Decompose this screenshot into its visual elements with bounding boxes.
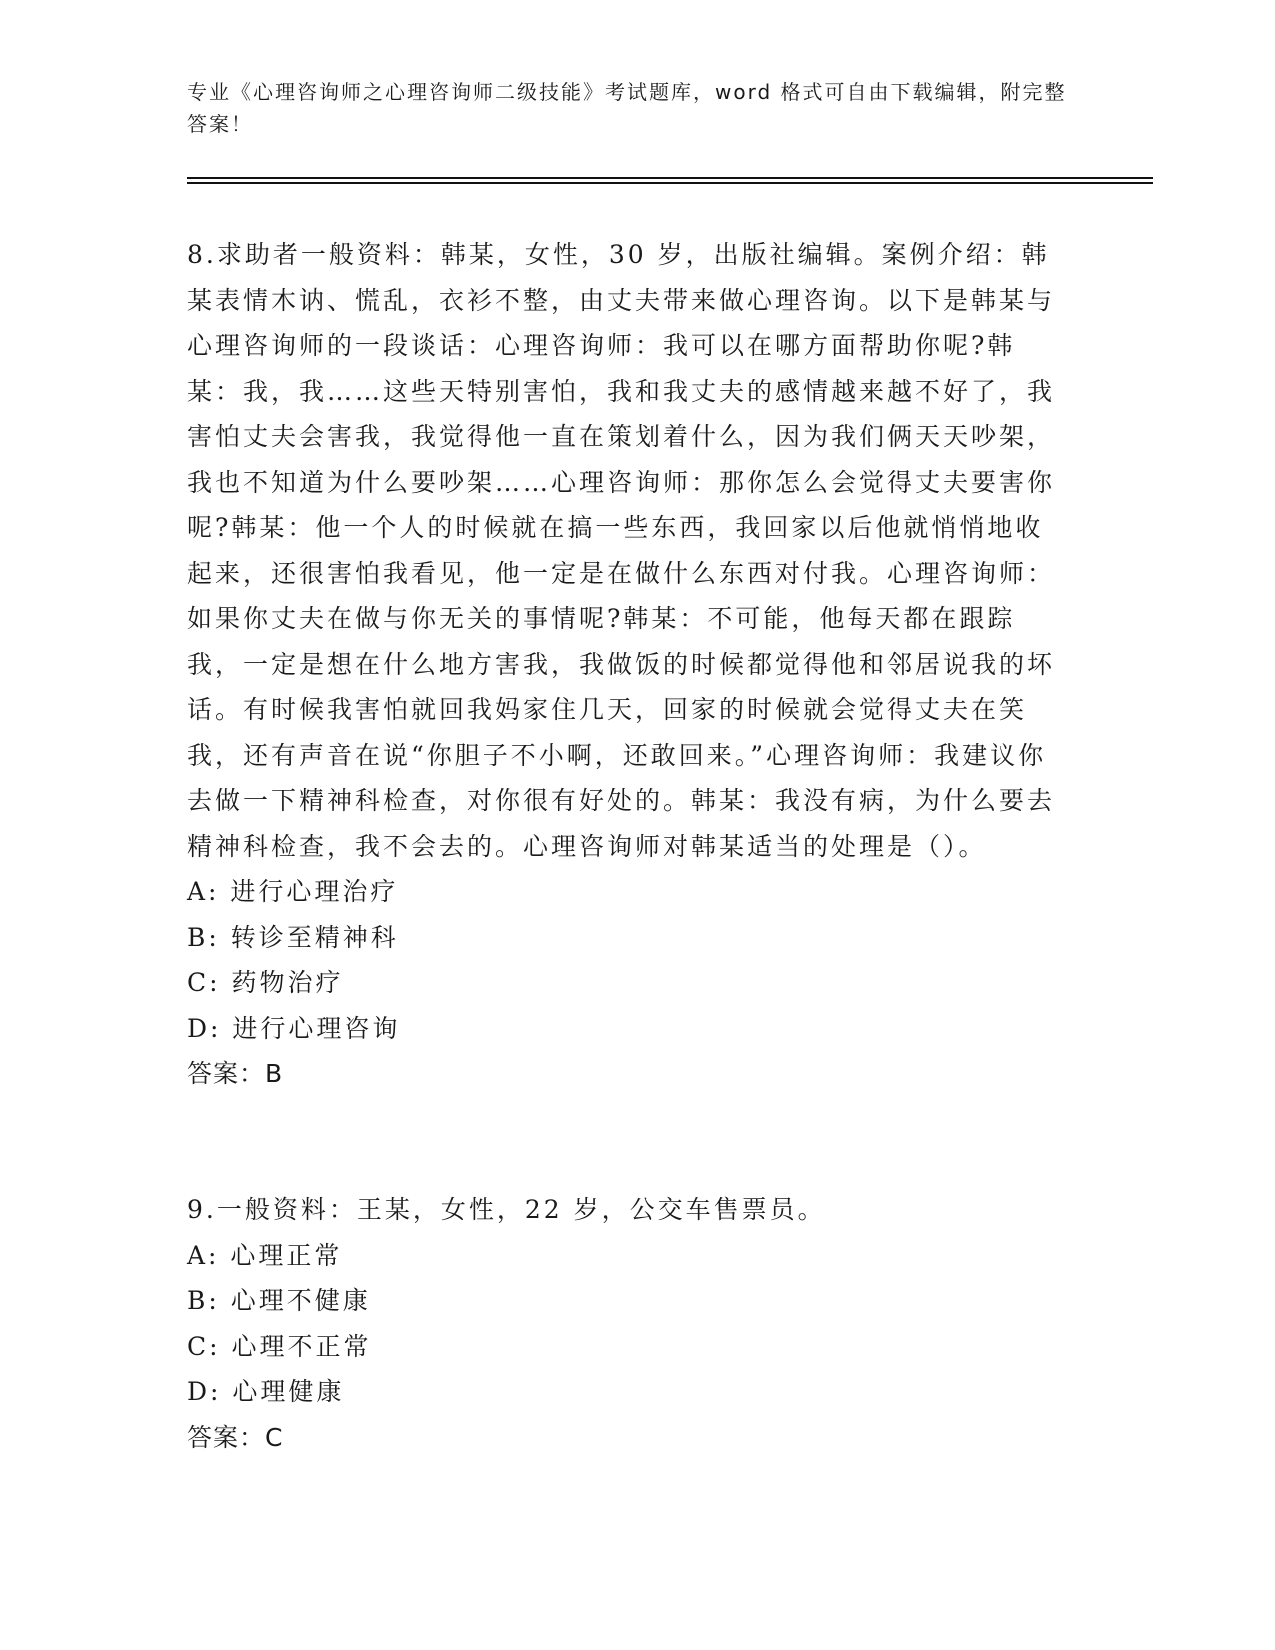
answer: 答案：B bbox=[187, 1059, 284, 1088]
option-a: A: 心理正常 bbox=[187, 1240, 343, 1270]
question-stem: 8.求助者一般资料：韩某，女性，30 岁，出版社编辑。案例介绍：韩某表情木讷、慌乱，衣衫不整，由丈夫带来做心理咨询。以下是韩某与心理咨询师的一段谈话：心理咨询师：我可以在哪方面帮助你呢?韩某：我，我……这些天特别害怕，我和我丈夫的感情越来越不好了，我害怕丈夫会害我，我觉得他一直在策划着什么，因为我们俩天天吵架，我也不知道为什么要吵架……心理咨询师：那你怎么会觉得丈夫要害你呢?韩某：他一个人的时候就在搞一些东西，我回家以后他就悄悄地收起来，还很害怕我看见，他一定是在做什么东西对付我。心理咨询师：如果你丈夫在做与你无关的事情呢?韩某：不可能，他每天都在跟踪我，一定是想在什么地方害我，我做饭的时候都觉得他和邻居说我的坏话。有时候我害怕就回我妈家住几天，回家的时候就会觉得丈夫在笑我，还有声音在说“你胆子不小啊，还敢回来。”心理咨询师：我建议你去做一下精神科检查，对你很有好处的。韩某：我没有病，为什么要去精神科检查，我不会去的。心理咨询师对韩某适当的处理是（）。 bbox=[187, 240, 1056, 861]
header-divider bbox=[187, 177, 1153, 184]
option-b: B: 心理不健康 bbox=[187, 1286, 371, 1315]
question-9 bbox=[187, 1187, 1067, 1460]
question-stem: 9.一般资料：王某，女性，22 岁，公交车售票员。 bbox=[187, 1195, 826, 1224]
answer: 答案：C bbox=[187, 1422, 284, 1452]
question-8 bbox=[187, 232, 1067, 1097]
option-d: D: 心理健康 bbox=[187, 1377, 345, 1406]
option-d: D: 进行心理咨询 bbox=[187, 1013, 401, 1043]
option-c: C: 药物治疗 bbox=[187, 968, 344, 997]
option-b: B: 转诊至精神科 bbox=[187, 922, 399, 952]
option-a: A: 进行心理治疗 bbox=[187, 877, 399, 906]
option-c: C: 心理不正常 bbox=[187, 1331, 372, 1361]
document-header: 专业《心理咨询师之心理咨询师二级技能》考试题库，word 格式可自由下载编辑，附完整答案！ bbox=[187, 80, 1067, 136]
